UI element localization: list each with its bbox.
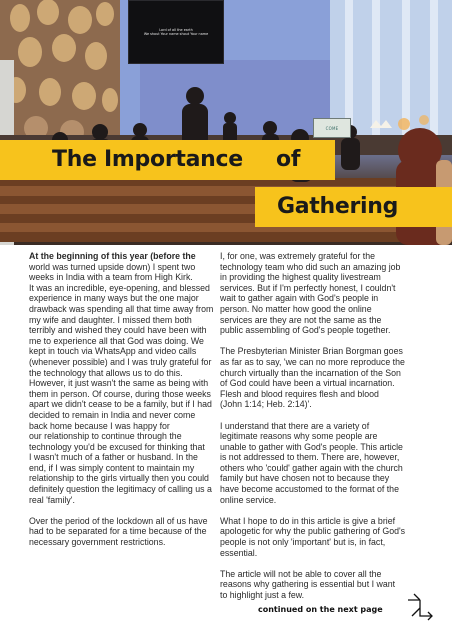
screen-lyric-line: Lord of all the earth: [159, 27, 193, 32]
article-column-left: [29, 251, 242, 558]
paragraph-line: public assembling of God's people together.: [220, 325, 391, 336]
title-part-importance: The Importance: [52, 147, 243, 172]
paragraph-line: drawback was spending all that time away from: [29, 303, 214, 314]
paragraph-line: is not addressed to them. There are, however,: [220, 452, 400, 463]
paragraph-line: The Presbyterian Minister Brian Borgman goes: [220, 346, 403, 357]
paragraph-line: kept in touch via WhatsApp and video calls: [29, 346, 197, 357]
paragraph-line: The article will not be able to cover all the: [220, 568, 382, 579]
paragraph-line: (John 1:14; Heb. 2:14)'.: [220, 399, 312, 410]
paragraph-line: of God could have been a virtual incarnation.: [220, 378, 395, 389]
paragraph-line: online service.: [220, 494, 277, 505]
paragraph-line: relationship to the girls virtually then you could: [29, 473, 209, 484]
paragraph-line: services. But if I'm perfectly honest, I couldn't: [220, 282, 396, 293]
paragraph-line: Flesh and blood requires flesh and blood: [220, 388, 379, 399]
paragraph-line: have become accustomed to the format of the: [220, 484, 399, 495]
paragraph-line: experience in many ways but the one major: [29, 293, 199, 304]
paragraph-line: I wasn't much of a father or husband. In the: [29, 452, 198, 463]
paragraph-line: real 'family'.: [29, 494, 75, 505]
paragraph-line: apart we didn't cease to be a family, but if I had: [29, 399, 212, 410]
paragraph-line: technology team who did such an amazing job: [220, 261, 401, 272]
paragraph-line: wait to gather again with God's people in: [220, 293, 379, 304]
paragraph-line: others who 'could' gather again with the church: [220, 462, 403, 473]
paragraph-line: services are they are not the same as the: [220, 314, 382, 325]
paragraph-line: as far as to say, 'we can no more reproduce the: [220, 356, 405, 367]
paragraph-line: legitimate reasons why some people are: [220, 431, 378, 442]
paragraph-line: terribly and wished they could have been with: [29, 325, 207, 336]
lead-text: At the beginning of this year (before the: [29, 251, 196, 261]
paragraph-line: decided to remain in India and never come: [29, 409, 196, 420]
paragraph-line: However, it just wasn't the same as being with: [29, 378, 209, 389]
paragraph-line: in providing the highest quality livestream: [220, 272, 381, 283]
article-paragraph: [220, 346, 433, 410]
title-banner-top: [0, 140, 335, 180]
paragraph-line: back home because I was happy for: [29, 420, 170, 431]
paragraph-line: It was an incredible, eye-opening, and blessed: [29, 282, 210, 293]
paragraph-line: apologetic for why the public gathering of God's: [220, 526, 406, 537]
projection-screen: [128, 0, 224, 64]
paragraph-line: (whenever possible) and I was truly grateful for: [29, 356, 212, 367]
paragraph-line: essential.: [220, 547, 258, 558]
paragraph-line: person. No matter how good the online: [220, 303, 372, 314]
paragraph-line: family but have chosen not to because they: [220, 473, 390, 484]
paragraph-line: our relationship to continue through the: [29, 431, 182, 442]
article-paragraph: [220, 516, 433, 558]
paragraph-line: church virtually than the incarnation of the Son: [220, 367, 401, 378]
paragraph-line: I, for one, was extremely grateful for the: [220, 251, 375, 261]
paragraph-line: end, if I was simply content to maintain my: [29, 462, 195, 473]
screen-lyric-line: We shout Your name shout Your name: [143, 32, 209, 36]
paragraph-line: unable to gather with God's people. This article: [220, 441, 403, 452]
paragraph-line: Over the period of the lockdown all of us have: [29, 515, 208, 526]
paragraph-line: necessary government restrictions.: [29, 537, 166, 548]
paragraph-line: technology you'd be excused for thinking that: [29, 441, 205, 452]
monitor-label: COME: [325, 125, 339, 131]
paragraph-line: my wife and daughter. I missed them both: [29, 314, 192, 325]
article-paragraph: [220, 251, 433, 336]
continued-on-next-page[interactable]: continued on the next page: [258, 605, 383, 614]
article-paragraph: [29, 516, 242, 548]
title-part-gathering: Gathering: [277, 194, 399, 219]
paragraph-line: had to be separated for a time because of the: [29, 526, 207, 537]
article-paragraph: [29, 251, 242, 505]
paragraph-line: them in person. Of course, during those weeks: [29, 388, 211, 399]
paragraph-line: I understand that there are a variety of: [220, 420, 370, 431]
paragraph-line: people is not only 'important' but is, in fact,: [220, 537, 386, 548]
corner-arrow-icon[interactable]: [406, 592, 434, 624]
article-paragraph: [220, 421, 433, 506]
title-part-of: of: [276, 147, 301, 172]
paragraph-line: weeks in India with a team from High Kirk.: [29, 272, 193, 283]
article-column-right: [220, 251, 433, 611]
article-paragraph: [220, 569, 433, 601]
paragraph-line: the technology that allows us to do this.: [29, 367, 183, 378]
paragraph-line: me to experience all that God was doing. We: [29, 335, 204, 346]
paragraph-line: reasons why gathering is essential but I want: [220, 579, 396, 590]
paragraph-line: What I hope to do in this article is give a brief: [220, 515, 396, 526]
paragraph-line: definitely question the legitimacy of calling us a: [29, 484, 212, 495]
title-banner-bottom: [255, 187, 452, 227]
paragraph-line: to highlight just a few.: [220, 590, 305, 600]
paragraph-line: world was turned upside down) I spent two: [29, 261, 196, 272]
stage-monitor: [313, 118, 351, 138]
